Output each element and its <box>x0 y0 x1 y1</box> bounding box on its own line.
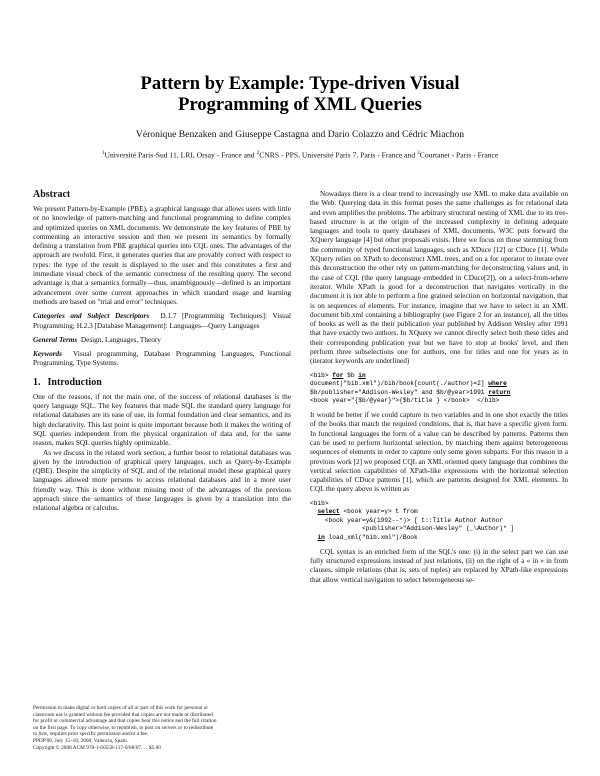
code-keyword: in <box>358 371 366 379</box>
code-text: <bib> <box>310 371 333 379</box>
code-text: <book year=y&(1992--*)> [ t::Title Author Author <box>324 516 504 524</box>
xquery-line-1 <box>310 372 568 381</box>
keywords <box>33 350 291 369</box>
footer-line-1: Permission to make digital or hard copies of all or part of this work for personal or <box>33 705 209 711</box>
code-keyword: in <box>317 534 325 542</box>
author-list: Véronique Benzaken and Giuseppe Castagna and Dario Colazzo and Cédric Miachon <box>135 129 465 140</box>
title-line-2: Programming of XML Queries <box>178 95 422 115</box>
categories-label: Categories and Subject Descriptors <box>33 312 150 321</box>
cql-line-4 <box>310 525 568 534</box>
keywords-label: Keywords <box>33 350 62 359</box>
affiliations <box>20 148 580 161</box>
categories-text: D.1.7 [Programming Techniques]: Visual Programming; H.2.3 [Database Management]: Languages—Query Languages <box>33 312 292 330</box>
title-line-1: Pattern by Example: Type-driven Visual <box>140 74 460 94</box>
general-terms-label: General Terms <box>33 335 78 344</box>
code-text: <book year=y> t from <box>339 508 418 516</box>
affil-3: Courtanet - Paris - France <box>419 150 499 160</box>
code-text: $b <box>343 371 359 379</box>
right-paragraph-3: CQL syntax is an enriched form of the SQL's one: (i) in the select part we can use fully structured expressions instead of just relations, (ii) on the right of a « in » in from clauses, simple relations (that is, sets of tuples) are replaced by XPath-like expressions that allow vertical navigation to select heterogeneous se- <box>310 547 568 584</box>
intro-title: Introduction <box>47 376 102 388</box>
footer-line-6: PPDP'08, July 15–18, 2008, Valencia, Spain. <box>33 737 129 744</box>
footer-line-7: Copyright © 2008 ACM 978-1-60558-117-0/08/07. . . $5.00 <box>33 744 161 751</box>
affil-2: CNRS - PPS, Université Paris 7, Paris - France and <box>259 150 418 160</box>
cql-line-5 <box>310 534 568 543</box>
affil-1-marker: 1 <box>101 150 105 156</box>
code-keyword: return <box>488 388 511 396</box>
intro-heading <box>33 377 291 388</box>
xquery-line-4: <book year="{$b/@year}">{$b/title } </book> </bib> <box>310 397 500 405</box>
intro-number: 1. <box>33 376 41 388</box>
footer-line-3: for profit or commercial advantage and that copies bear this notice and the full citation <box>33 718 217 725</box>
cql-line-3 <box>310 517 568 526</box>
code-text: document("bib.xml")/bib/book[count(./author)=2] <box>310 380 489 388</box>
cql-code-block <box>310 500 568 543</box>
cql-line-2 <box>310 508 568 517</box>
xquery-code-block <box>310 372 568 406</box>
affil-2-marker: 2 <box>256 150 260 156</box>
footer-line-5: to lists, requires prior specific permission and/or a fee. <box>33 731 149 738</box>
paper-title <box>60 74 540 116</box>
affil-1: Université Paris-Sud 11, LRI, Orsay - France and <box>104 150 257 160</box>
xquery-line-2 <box>310 380 568 389</box>
copyright-footer <box>33 705 291 751</box>
intro-paragraph-1: One of the reasons, if not the main one, of the success of relational databases is the query language SQL. The key features that made SQL the standard query language for relational databases are its ease of use, its formal foundation and clear semantics, and its high declarativity. This last point is quite important because both it makes the writing of SQL queries independent from the physical organization of data and, for the same reason, makes SQL queries highly optimizable. <box>33 392 291 448</box>
categories <box>33 312 291 331</box>
intro-paragraph-2: As we discuss in the related work section, a further boost to relational databases was given by the introduction of graphical query languages, such as Query-by-Example (QBE). Despite the simplicity of SQL and of the relational model these graphical query languages allowed more persons to access relational databases and in a more user friendly way. This is done without missing most of the advantages of the previous approach since the semantics of these languages is given by a translation into the relational algebra or calculus. <box>33 448 291 513</box>
code-text: load_xml("bib.xml")/Book <box>324 534 418 542</box>
code-keyword: where <box>488 380 507 388</box>
xquery-line-3 <box>310 389 568 398</box>
right-column <box>310 190 568 585</box>
right-paragraph-1: Nowadays there is a clear trend to increasingly use XML to make data available on the Web. Querying data in this format poses the same challenges as for relational data and even amplifies the problems. The arbitrary structural nesting of XML due to its tree-based structure is at the origin of the increased complexity in defining adequate languages and tools to query databases of XML documents. W3C puts forward the XQuery language [4] but other proposals exists. Here we focus on those stemming from the community of typed functional languages, such as XDuce [12] or CDuce [1]. While XQuery relies on XPath to deconstruct XML trees, and on a for operator to iterate over this deconstruction the other rely on pattern-matching for deconstructing values and, in the case of CQL (the query language embedded in CDuce[2]), on a select-from-where iterator. While XPath is good for a deconstruction that navigates vertically in the document it is not able to perform a fine grained selection on horizontal navigation, that is on sequences of elements. For instance, imagine that we have to select in an XML document bib.xml containing a bibliography (see Figure 2 for an instance), all the titles of books as well as the their publication year published by Addison Wesley after 1991 that have exactly two authors. In XQuery we cannot directly select both these titles and their corresponding publication year but we have to stop at books' level, and then perform three subselections one for authors, one for titles and one for years as in (iterator keywords are underlined) <box>310 190 568 366</box>
keywords-text: Visual programming, Database Programming Languages, Functional Programming, Type Systems. <box>33 350 292 368</box>
abstract-text: We present Pattern-by-Example (PBE), a graphical language that allows users with little or no knowledge of pattern-matching and functional programming to define complex and optimized queries on XML documents. We demonstrate the key features of PBE by commenting an interactive session and then we present its semantics by formally defining a translation from PBE graphical queries into CQL ones. The advantages of the approach are twofold. First, it generates queries that are provably correct with respect to types: the type of the result is displayed to the user and this constitutes a first and immediate visual check of the semantic correctness of the resulting query. The second advantage is that a semantics formally—thus, unambiguously—defined is an important advancement over some current approaches in which standard usage and learning methods are based on "trial and error" techniques. <box>33 205 291 306</box>
code-text: $b/publisher="Addison-Wesley" and $b/@year>1991 <box>310 388 489 396</box>
general-terms <box>33 336 291 345</box>
left-column <box>33 181 291 514</box>
footer-line-4: on the first page. To copy otherwise, to republish, to post on servers or to redistribute <box>33 724 214 731</box>
footer-line-2: classroom use is granted without fee provided that copies are not made or distributed <box>33 711 213 718</box>
code-keyword: select <box>317 508 340 516</box>
right-paragraph-2: It would be better if we could capture in two variables and in one shot exactly the titles of the books that match the required conditions, that is, that have a specific given form. In functional languages the form of a value can be described by patterns. Patterns then can be used to perform horizontal selection, by matching them against heterogeneous sequences of elements in order to capture only some given subparts. For this reason in a previous work [2] we proposed CQL an XML oriented query language that combines the vertical selection capabilities of XPath-like expressions with the horizontal selection capabilities of CDuce patterns [1], which are patterns designed for XML elements. In CQL the query above is written as <box>310 411 568 494</box>
general-terms-text: Design, Languages, Theory <box>80 335 161 344</box>
code-keyword: for <box>332 371 344 379</box>
code-text: <publisher>"Addison-Wesley" (_\Author)* ] <box>361 525 515 533</box>
abstract-heading: Abstract <box>33 189 71 200</box>
affil-3-marker: 3 <box>417 150 420 156</box>
cql-line-1: <bib> <box>310 499 329 507</box>
